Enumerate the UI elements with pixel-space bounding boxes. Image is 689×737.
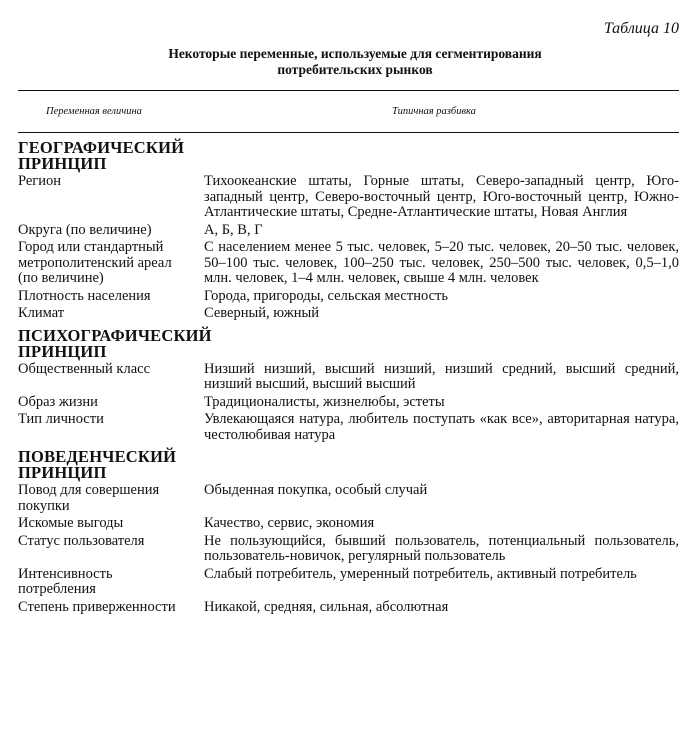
breakdown-cell: А, Б, В, Г	[204, 221, 263, 238]
variable-cell: Округа (по величине)	[18, 221, 152, 238]
table-row	[18, 600, 679, 616]
table-row	[18, 362, 679, 393]
variable-cell: Степень приверженности	[18, 598, 176, 615]
breakdown-cell: Города, пригороды, сельская местность	[204, 287, 448, 304]
variable-cell: Интенсивность потребления	[18, 565, 113, 597]
table-row	[18, 534, 679, 565]
top-rule	[18, 90, 679, 91]
variable-cell: Город или стандартный метрополитенский ареал (по величине)	[18, 239, 172, 286]
caption-line-2: потребительских рынков	[277, 62, 433, 77]
variable-cell: Искомые выгоды	[18, 515, 124, 531]
breakdown-cell: Низший низший, высший низший, низший средний, высший средний, низший высший, высший высший	[204, 360, 679, 392]
table-number: Таблица 10	[603, 20, 679, 37]
section-title: ГЕОГРАФИЧЕСКИЙ ПРИНЦИП	[18, 138, 185, 173]
breakdown-cell: Обыденная покупка, особый случай	[204, 482, 428, 498]
table-row	[18, 306, 679, 322]
table-row	[18, 567, 679, 598]
table-row	[18, 223, 679, 239]
header-rule	[18, 132, 679, 133]
variable-cell: Плотность населения	[18, 287, 151, 304]
section-title: ПСИХОГРАФИЧЕСКИЙ ПРИНЦИП	[18, 325, 212, 361]
table-row	[18, 174, 679, 221]
variable-cell: Повод для совершения покупки	[18, 482, 160, 514]
breakdown-cell: Традиционалисты, жизнелюбы, эстеты	[204, 393, 445, 410]
variable-cell: Общественный класс	[18, 360, 151, 377]
section-title: ПОВЕДЕНЧЕСКИЙ ПРИНЦИП	[18, 447, 177, 482]
table-body	[18, 140, 679, 615]
breakdown-cell: Не пользующийся, бывший пользователь, потенциальный пользователь, пользователь-новичок, регулярный пользователь	[204, 532, 679, 564]
variable-cell: Статус пользователя	[18, 532, 145, 549]
breakdown-cell: Увлекающаяся натура, любитель поступать «как все», авторитарная натура, честолюбивая натура	[204, 411, 679, 443]
table-row	[18, 412, 679, 443]
table-row	[18, 516, 679, 532]
table-caption	[60, 46, 650, 78]
variable-cell: Климат	[18, 305, 65, 321]
breakdown-cell: Качество, сервис, экономия	[204, 515, 375, 531]
column-header-breakdown: Типичная разбивка	[392, 106, 476, 117]
caption-line-1: Некоторые переменные, используемые для сегментирования	[168, 46, 542, 61]
column-header-variable: Переменная величина	[46, 106, 142, 117]
table-row	[18, 240, 679, 287]
breakdown-cell: Северный, южный	[204, 305, 319, 321]
table-row	[18, 395, 679, 411]
table-row	[18, 289, 679, 305]
breakdown-cell: Слабый потребитель, умеренный потребитель, активный потребитель	[204, 565, 637, 582]
variable-cell: Образ жизни	[18, 393, 98, 410]
breakdown-cell: Никакой, средняя, сильная, абсолютная	[204, 598, 449, 615]
table-row	[18, 483, 679, 514]
breakdown-cell: С населением менее 5 тыс. человек, 5–20 тыс. человек, 20–50 тыс. человек, 50–100 тыс. человек, 100–250 тыс. человек, 250–500 тыс. человек, 0,5–1,0 млн. человек, 1–4 млн. человек, свыше 4 млн. человек	[204, 239, 679, 286]
variable-cell: Регион	[18, 173, 62, 189]
variable-cell: Тип личности	[18, 411, 104, 427]
breakdown-cell: Тихоокеанские штаты, Горные штаты, Северо-западный центр, Юго-западный центр, Северо-восточный центр, Юго-восточный центр, Южно-Атлантические штаты, Средне-Атлантические штаты, Новая Англия	[204, 173, 679, 220]
